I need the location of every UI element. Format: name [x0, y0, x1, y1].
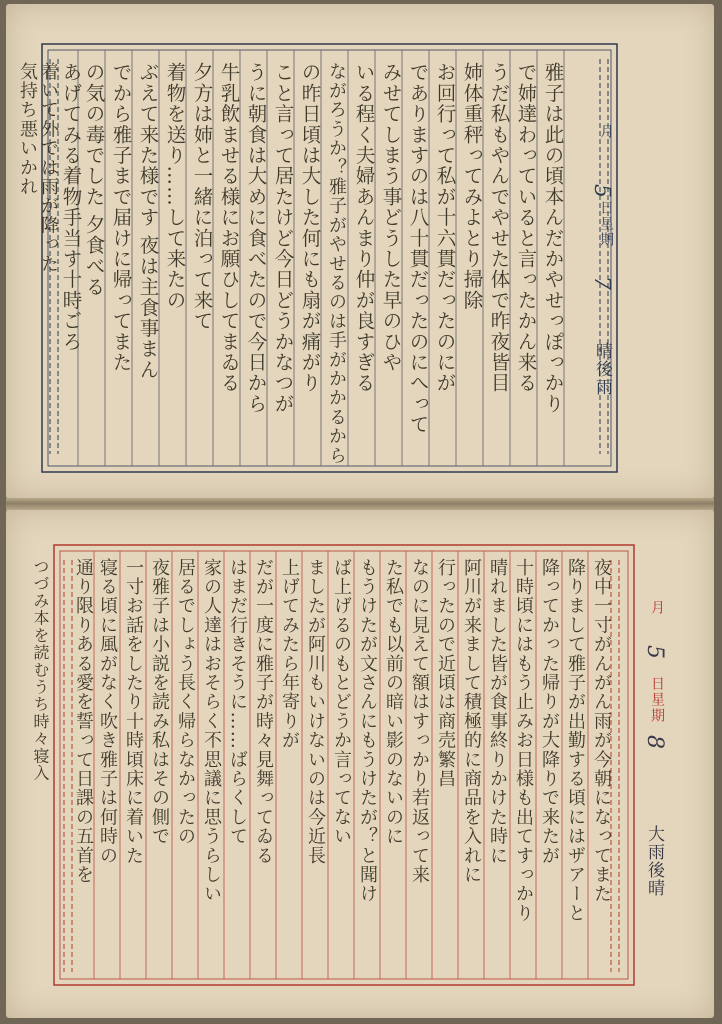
- bottom-weekday-label: 星期: [649, 692, 665, 724]
- top-line-15: 着物を送り……して来たの: [163, 62, 187, 311]
- bottom-line-2: 降りまして雅子が出勤する頃にはザアーと: [565, 558, 586, 923]
- top-line-4: 姉体重秤ってみよとり掃除: [460, 62, 484, 311]
- top-line-2: で姉達わっていると言ったかん来る: [514, 62, 538, 394]
- bottom-line-3: 降ってかった帰りが大降りで来たが: [539, 558, 560, 866]
- top-line-3: うだ私もやんでやせた体で昨夜皆目: [487, 62, 511, 394]
- bottom-day-label: 日: [649, 676, 665, 692]
- bottom-line-17: 居るでしょう長く帰らなかったの: [175, 558, 196, 846]
- top-weather: 晴後雨: [592, 342, 612, 396]
- top-line-14: 夕方は姉と一緒に泊って来て: [190, 62, 214, 332]
- top-line-10: の昨日頃は大した何にも扇が痛がり: [298, 62, 322, 394]
- top-line-7: みせてしまう事どうした早のひや: [379, 62, 403, 373]
- bottom-line-12: ましたが阿川もいけないのは今近長: [305, 558, 326, 866]
- bottom-line-16: 家の人達はおそらく不思議に思うらしい: [201, 558, 222, 904]
- top-line-6: でありますのは八十貫だったのにへって: [406, 62, 430, 435]
- bottom-line-14: だが一度に雅子が時々見舞ってゐる: [253, 558, 274, 866]
- bottom-date-label: [647, 600, 667, 724]
- top-line-21: 気持ち悪いかれ: [17, 62, 38, 197]
- top-line-19: あげてみる着物手当す十時ごろ: [59, 62, 83, 352]
- top-month-label: 月: [598, 124, 614, 140]
- bottom-day-value: 8: [642, 735, 667, 749]
- bottom-line-21: 通り限りある愛を誓って日課の五首を: [73, 558, 94, 885]
- top-day-value: 7: [589, 276, 614, 290]
- bottom-line-18: 夜雅子は小説を読み私はその側で: [149, 558, 170, 846]
- bottom-line-22: つづみ本を読むうち時々寝入: [31, 558, 50, 782]
- bottom-line-10: もうけたが文さんにもうけたが？と聞け: [357, 558, 378, 904]
- top-line-18: の気の毒でした 夕食べる: [82, 62, 106, 298]
- bottom-line-13: 上げてみたら年寄りが: [279, 558, 300, 750]
- bottom-line-6: 阿川が来まして積極的に商品を入れに: [461, 558, 482, 885]
- top-line-1: 雅子は此の頃本んだかやせっぽっかり: [541, 62, 565, 414]
- top-line-9: ながろうか？雅子がやせるのは手がかかるから: [326, 62, 347, 466]
- top-weekday-label: 星期: [598, 216, 614, 248]
- bottom-line-8: なのに見えて額はすっかり若返って来: [409, 558, 430, 885]
- bottom-line-11: ば上げるのもとどうか言ってない: [331, 558, 352, 846]
- bottom-diary-page: [6, 510, 714, 1018]
- top-line-17: でから雅子まで届けに帰ってまた: [109, 62, 133, 373]
- bottom-weather: 大雨後晴: [644, 825, 664, 897]
- top-line-8: いる程く夫婦あんまり仲が良すぎる: [352, 62, 376, 394]
- binding-fold: [6, 498, 714, 510]
- bottom-line-15: はまだ行きそうに……ばらくして: [227, 558, 248, 846]
- bottom-line-5: 晴れました皆が食事終りかけた時に: [487, 558, 508, 866]
- bottom-line-1: 夜中一寸がんがん雨が今朝になってまた: [591, 558, 612, 904]
- top-line-11: こと言って居たけど今日どうかなつが: [271, 62, 295, 414]
- top-line-13: 牛乳飲ませる様にお願ひしてまゐる: [217, 62, 241, 394]
- bottom-line-19: 一寸お話をしたり十時頃床に着いた: [123, 558, 144, 866]
- bottom-line-7: 行ったので近頃は商売繁昌: [435, 558, 456, 789]
- top-line-12: うに朝食は大めに食べたので今日から: [244, 62, 268, 414]
- bottom-month-label: 月: [649, 600, 665, 616]
- bottom-month-value: 5: [642, 645, 667, 659]
- top-line-16: ぶえて来た様です 夜は主食事まん: [136, 62, 160, 380]
- top-diary-page: [6, 4, 714, 498]
- bottom-line-9: た私でも以前の暗い影のないのに: [383, 558, 404, 846]
- top-month-value: 5: [589, 184, 614, 198]
- top-line-5: お回行って私が十六貫だったのにが: [433, 62, 457, 394]
- bottom-line-20: 寝る頃に風がなく吹き雅子は何時の: [97, 558, 118, 866]
- top-day-label: 日: [598, 200, 614, 216]
- bottom-line-4: 十時頃にはもう止みお日様も出てすっかり: [513, 558, 534, 923]
- top-line-20: 着いて外では雨が降った: [38, 62, 59, 274]
